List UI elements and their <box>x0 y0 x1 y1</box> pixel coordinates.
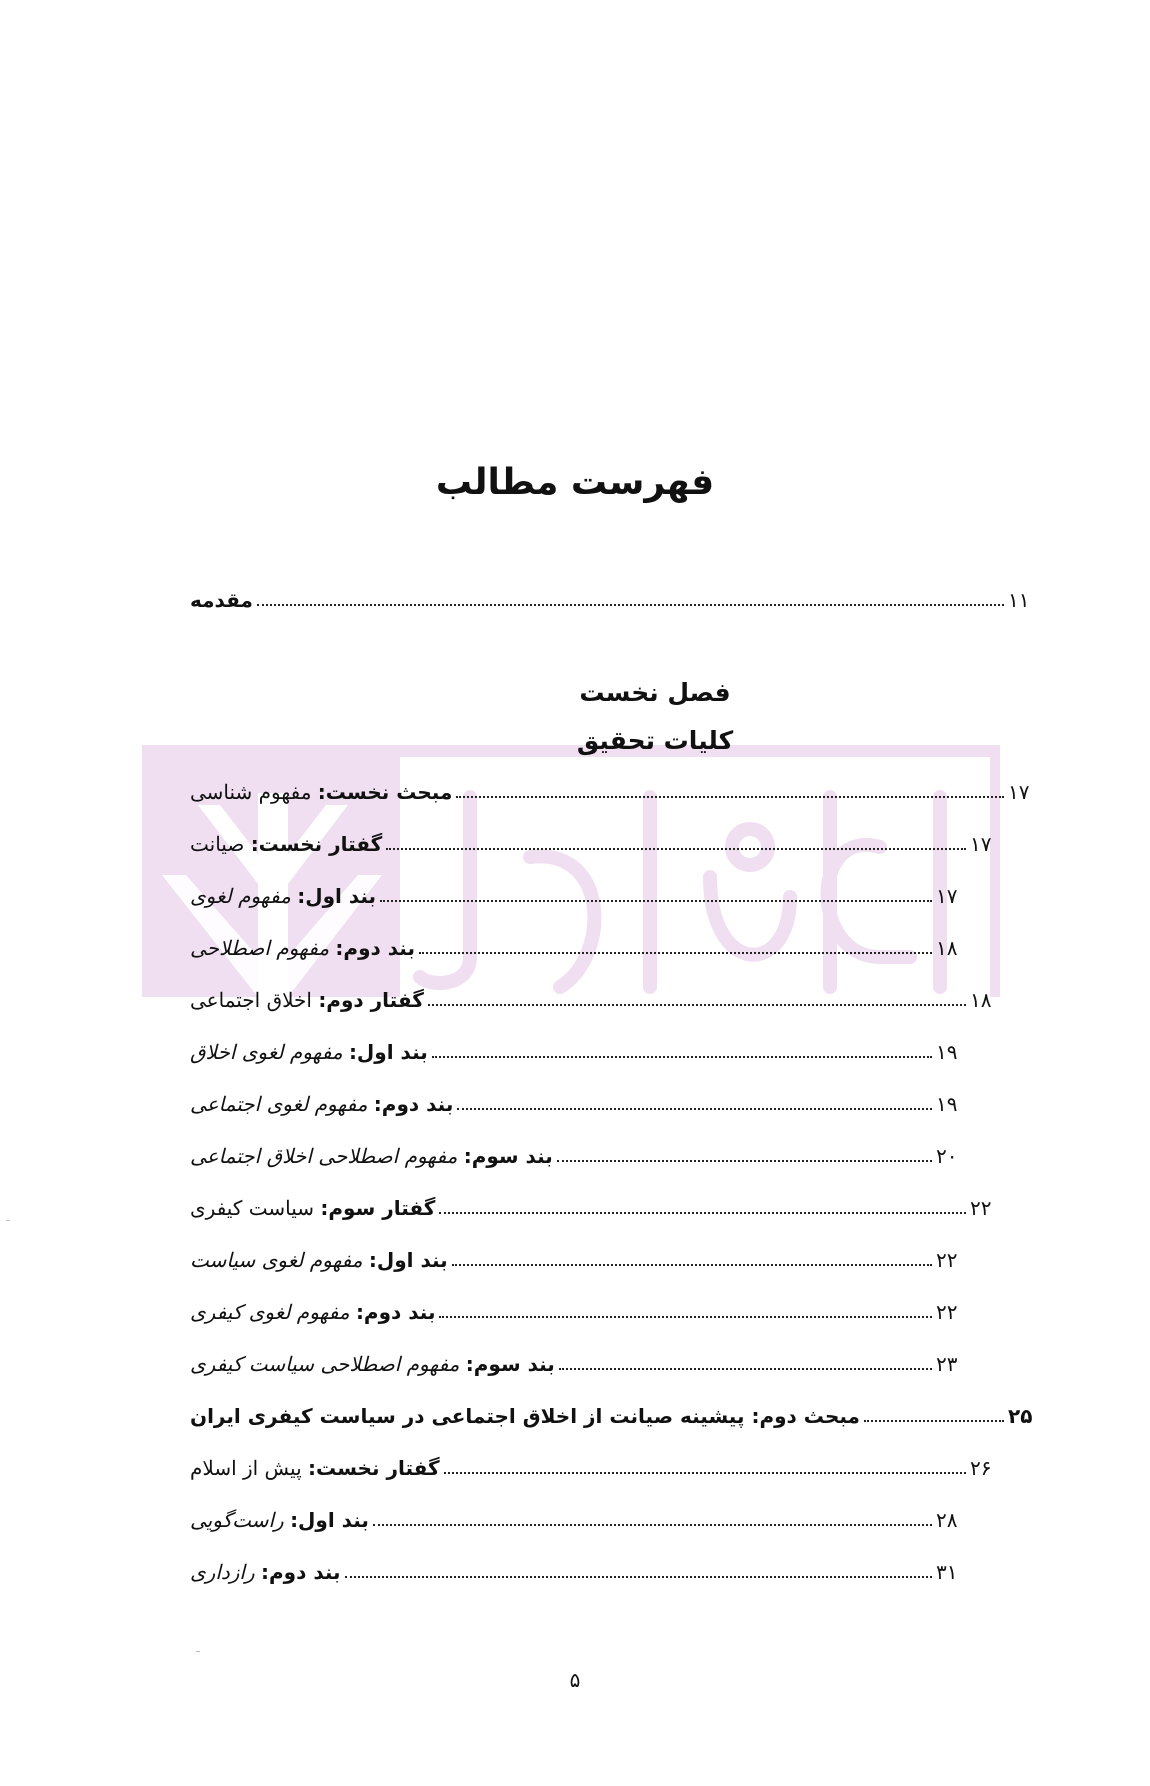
toc-page-number: ۱۸ <box>970 988 992 1012</box>
dot-leader <box>439 1211 966 1214</box>
toc-row[interactable]: بند اول: مفهوم لغوی ۱۷ <box>190 884 968 908</box>
toc-page-number: ۲۲ <box>936 1248 958 1272</box>
toc-page-number: ۱۷ <box>936 884 958 908</box>
toc-page-number: ۲۶ <box>970 1456 992 1480</box>
toc-page-number: ۲۲ <box>970 1196 992 1220</box>
scan-speck <box>6 1220 10 1221</box>
toc-row[interactable]: بند دوم: مفهوم لغوی اجتماعی ۱۹ <box>190 1092 968 1116</box>
dot-leader <box>864 1419 1004 1422</box>
toc-row[interactable]: بند دوم: رازداری ۳۱ <box>190 1560 968 1584</box>
toc-page-number: ۲۳ <box>936 1352 958 1376</box>
toc-row[interactable]: بند اول: مفهوم لغوی سیاست ۲۲ <box>190 1248 968 1272</box>
toc-page-number: ۱۹ <box>936 1040 958 1064</box>
toc-label: مقدمه <box>190 588 253 612</box>
dot-leader <box>557 1159 932 1162</box>
dot-leader <box>452 1263 932 1266</box>
chapter-heading: فصل نخست <box>579 678 731 707</box>
dot-leader <box>457 1107 932 1110</box>
toc-row[interactable]: مبحث دوم: پیشینه صیانت از اخلاق اجتماعی در سیاست کیفری ایران ۲۵ <box>190 1404 1040 1428</box>
toc-row[interactable]: گفتار نخست: صیانت ۱۷ <box>190 832 1002 856</box>
dot-leader <box>380 899 932 902</box>
dot-leader <box>444 1471 966 1474</box>
dot-leader <box>257 603 1004 606</box>
toc-row[interactable]: بند اول: مفهوم لغوی اخلاق ۱۹ <box>190 1040 968 1064</box>
dot-leader <box>432 1055 932 1058</box>
dot-leader <box>559 1367 932 1370</box>
toc-row[interactable]: گفتار دوم: اخلاق اجتماعی ۱۸ <box>190 988 1002 1012</box>
toc-page-number: ۱۷ <box>970 832 992 856</box>
toc-page-number: ۱۸ <box>936 936 958 960</box>
toc-row[interactable]: مبحث نخست: مفهوم شناسی ۱۷ <box>190 780 1040 804</box>
toc-page-number: ۱۱ <box>1008 588 1030 612</box>
page-number: ۵ <box>569 1668 581 1692</box>
toc-row[interactable]: بند سوم: مفهوم اصطلاحی اخلاق اجتماعی ۲۰ <box>190 1144 968 1168</box>
dot-leader <box>428 1003 966 1006</box>
toc-page-number: ۱۹ <box>936 1092 958 1116</box>
page-title: فهرست مطالب <box>435 462 715 503</box>
chapter-subheading: کلیات تحقیق <box>576 726 734 755</box>
toc-page-number: ۲۵ <box>1008 1404 1033 1428</box>
toc-row[interactable]: گفتار نخست: پیش از اسلام ۲۶ <box>190 1456 1002 1480</box>
dot-leader <box>419 951 932 954</box>
dot-leader <box>345 1575 932 1578</box>
toc-row[interactable]: بند سوم: مفهوم اصطلاحی سیاست کیفری ۲۳ <box>190 1352 968 1376</box>
toc-row[interactable]: بند اول: راست‌گویی ۲۸ <box>190 1508 968 1532</box>
toc-page-number: ۳۱ <box>936 1560 958 1584</box>
dot-leader <box>386 847 966 850</box>
toc-row-intro[interactable] <box>190 588 1040 612</box>
dot-leader <box>373 1523 932 1526</box>
toc-row[interactable]: بند دوم: مفهوم اصطلاحی ۱۸ <box>190 936 968 960</box>
toc-page-number: ۲۰ <box>936 1144 958 1168</box>
dot-leader <box>439 1315 932 1318</box>
toc-row[interactable]: گفتار سوم: سیاست کیفری ۲۲ <box>190 1196 1002 1220</box>
toc-page-number: ۲۸ <box>936 1508 958 1532</box>
toc-page-number: ۱۷ <box>1008 780 1030 804</box>
toc-row[interactable]: بند دوم: مفهوم لغوی کیفری ۲۲ <box>190 1300 968 1324</box>
scan-speck <box>196 1651 200 1652</box>
dot-leader <box>456 795 1004 798</box>
toc-page-number: ۲۲ <box>936 1300 958 1324</box>
